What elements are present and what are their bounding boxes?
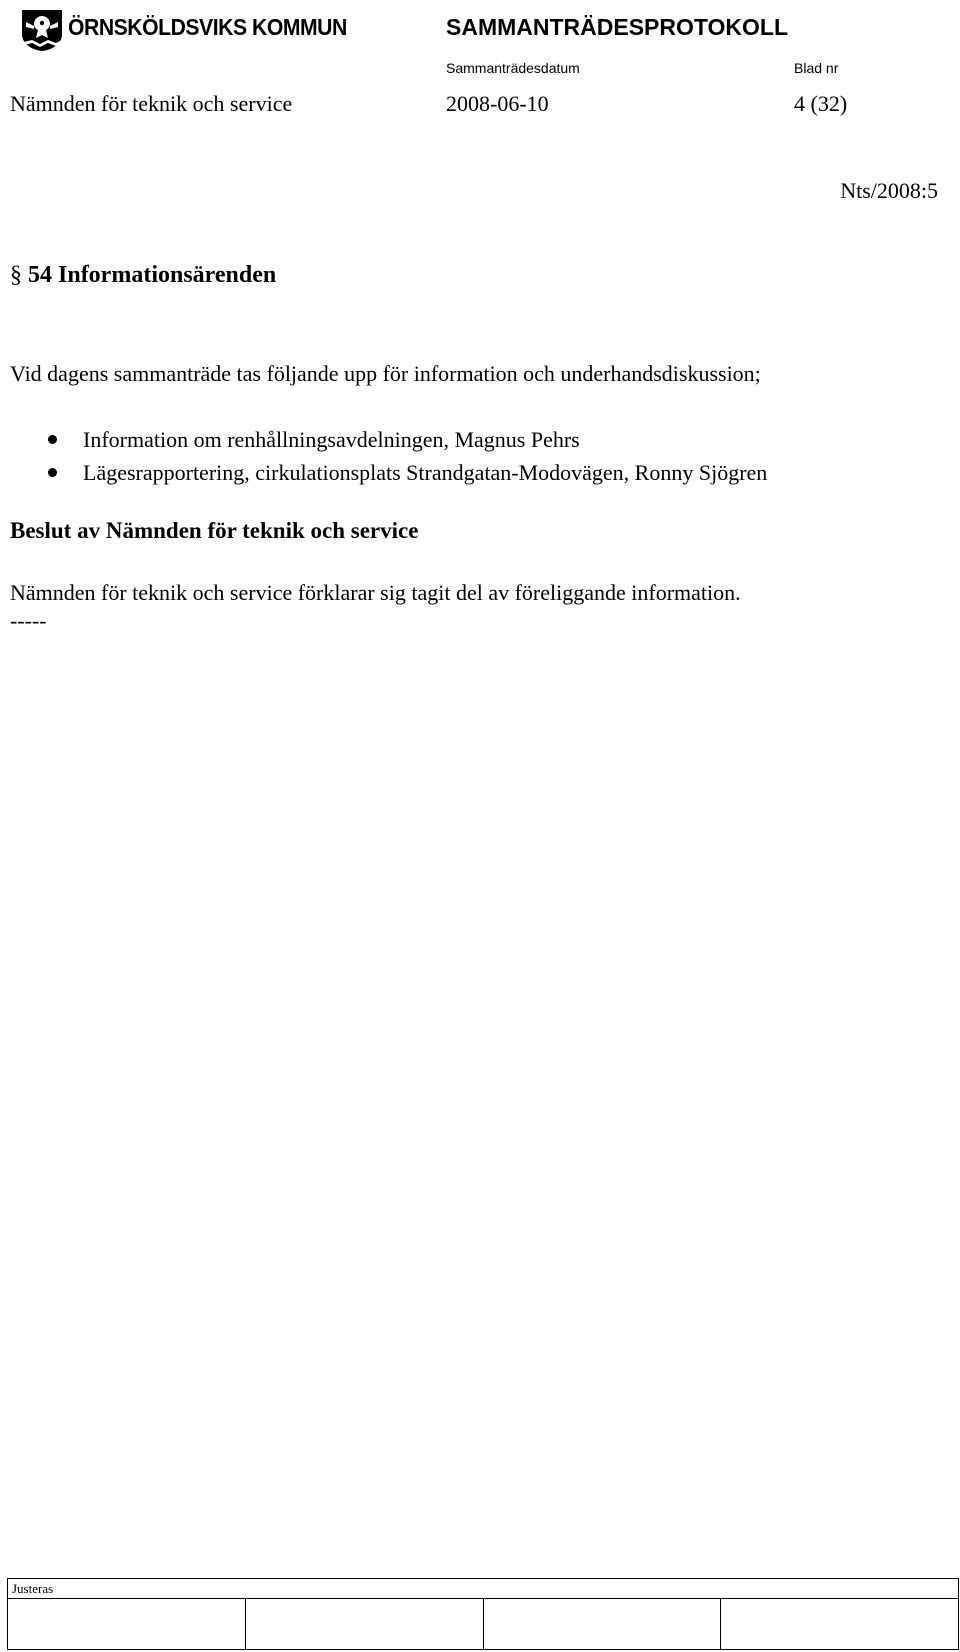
municipal-crest-icon <box>20 8 64 52</box>
signature-box <box>483 1599 721 1650</box>
organization-name: ÖRNSKÖLDSVIKS KOMMUN <box>68 14 347 40</box>
justeras-signature-table <box>7 1578 959 1650</box>
page-number-label: Blad nr <box>794 60 839 76</box>
intro-paragraph: Vid dagens sammanträde tas följande upp för information och underhandsdiskussion; <box>10 361 761 386</box>
section-end-separator: ----- <box>10 608 47 633</box>
signature-box <box>8 1599 246 1650</box>
list-item <box>0 423 767 456</box>
page-number: 4 (32) <box>794 91 848 116</box>
information-items-list <box>0 423 767 489</box>
bullet-icon <box>48 468 57 477</box>
document-type: SAMMANTRÄDESPROTOKOLL <box>446 14 789 40</box>
case-number: Nts/2008:5 <box>840 178 938 203</box>
section-heading <box>10 262 276 289</box>
justeras-label: Justeras <box>8 1579 959 1599</box>
section-symbol: § <box>10 262 22 288</box>
committee-name: Nämnden för teknik och service <box>10 91 293 116</box>
decision-text: Nämnden för teknik och service förklarar sig tagit del av föreliggande information. <box>10 580 741 605</box>
decision-heading: Beslut av Nämnden för teknik och service <box>10 518 419 543</box>
meeting-date-label: Sammanträdesdatum <box>446 60 580 76</box>
meeting-date: 2008-06-10 <box>446 91 549 116</box>
section-title: 54 Informationsärenden <box>28 262 277 288</box>
list-item <box>0 456 767 489</box>
list-item-text: Lägesrapportering, cirkulationsplats Strandgatan-Modovägen, Ronny Sjögren <box>83 460 768 485</box>
bullet-icon <box>48 435 57 444</box>
signature-box <box>245 1599 483 1650</box>
list-item-text: Information om renhållningsavdelningen, Magnus Pehrs <box>83 427 580 452</box>
signature-box <box>721 1599 959 1650</box>
